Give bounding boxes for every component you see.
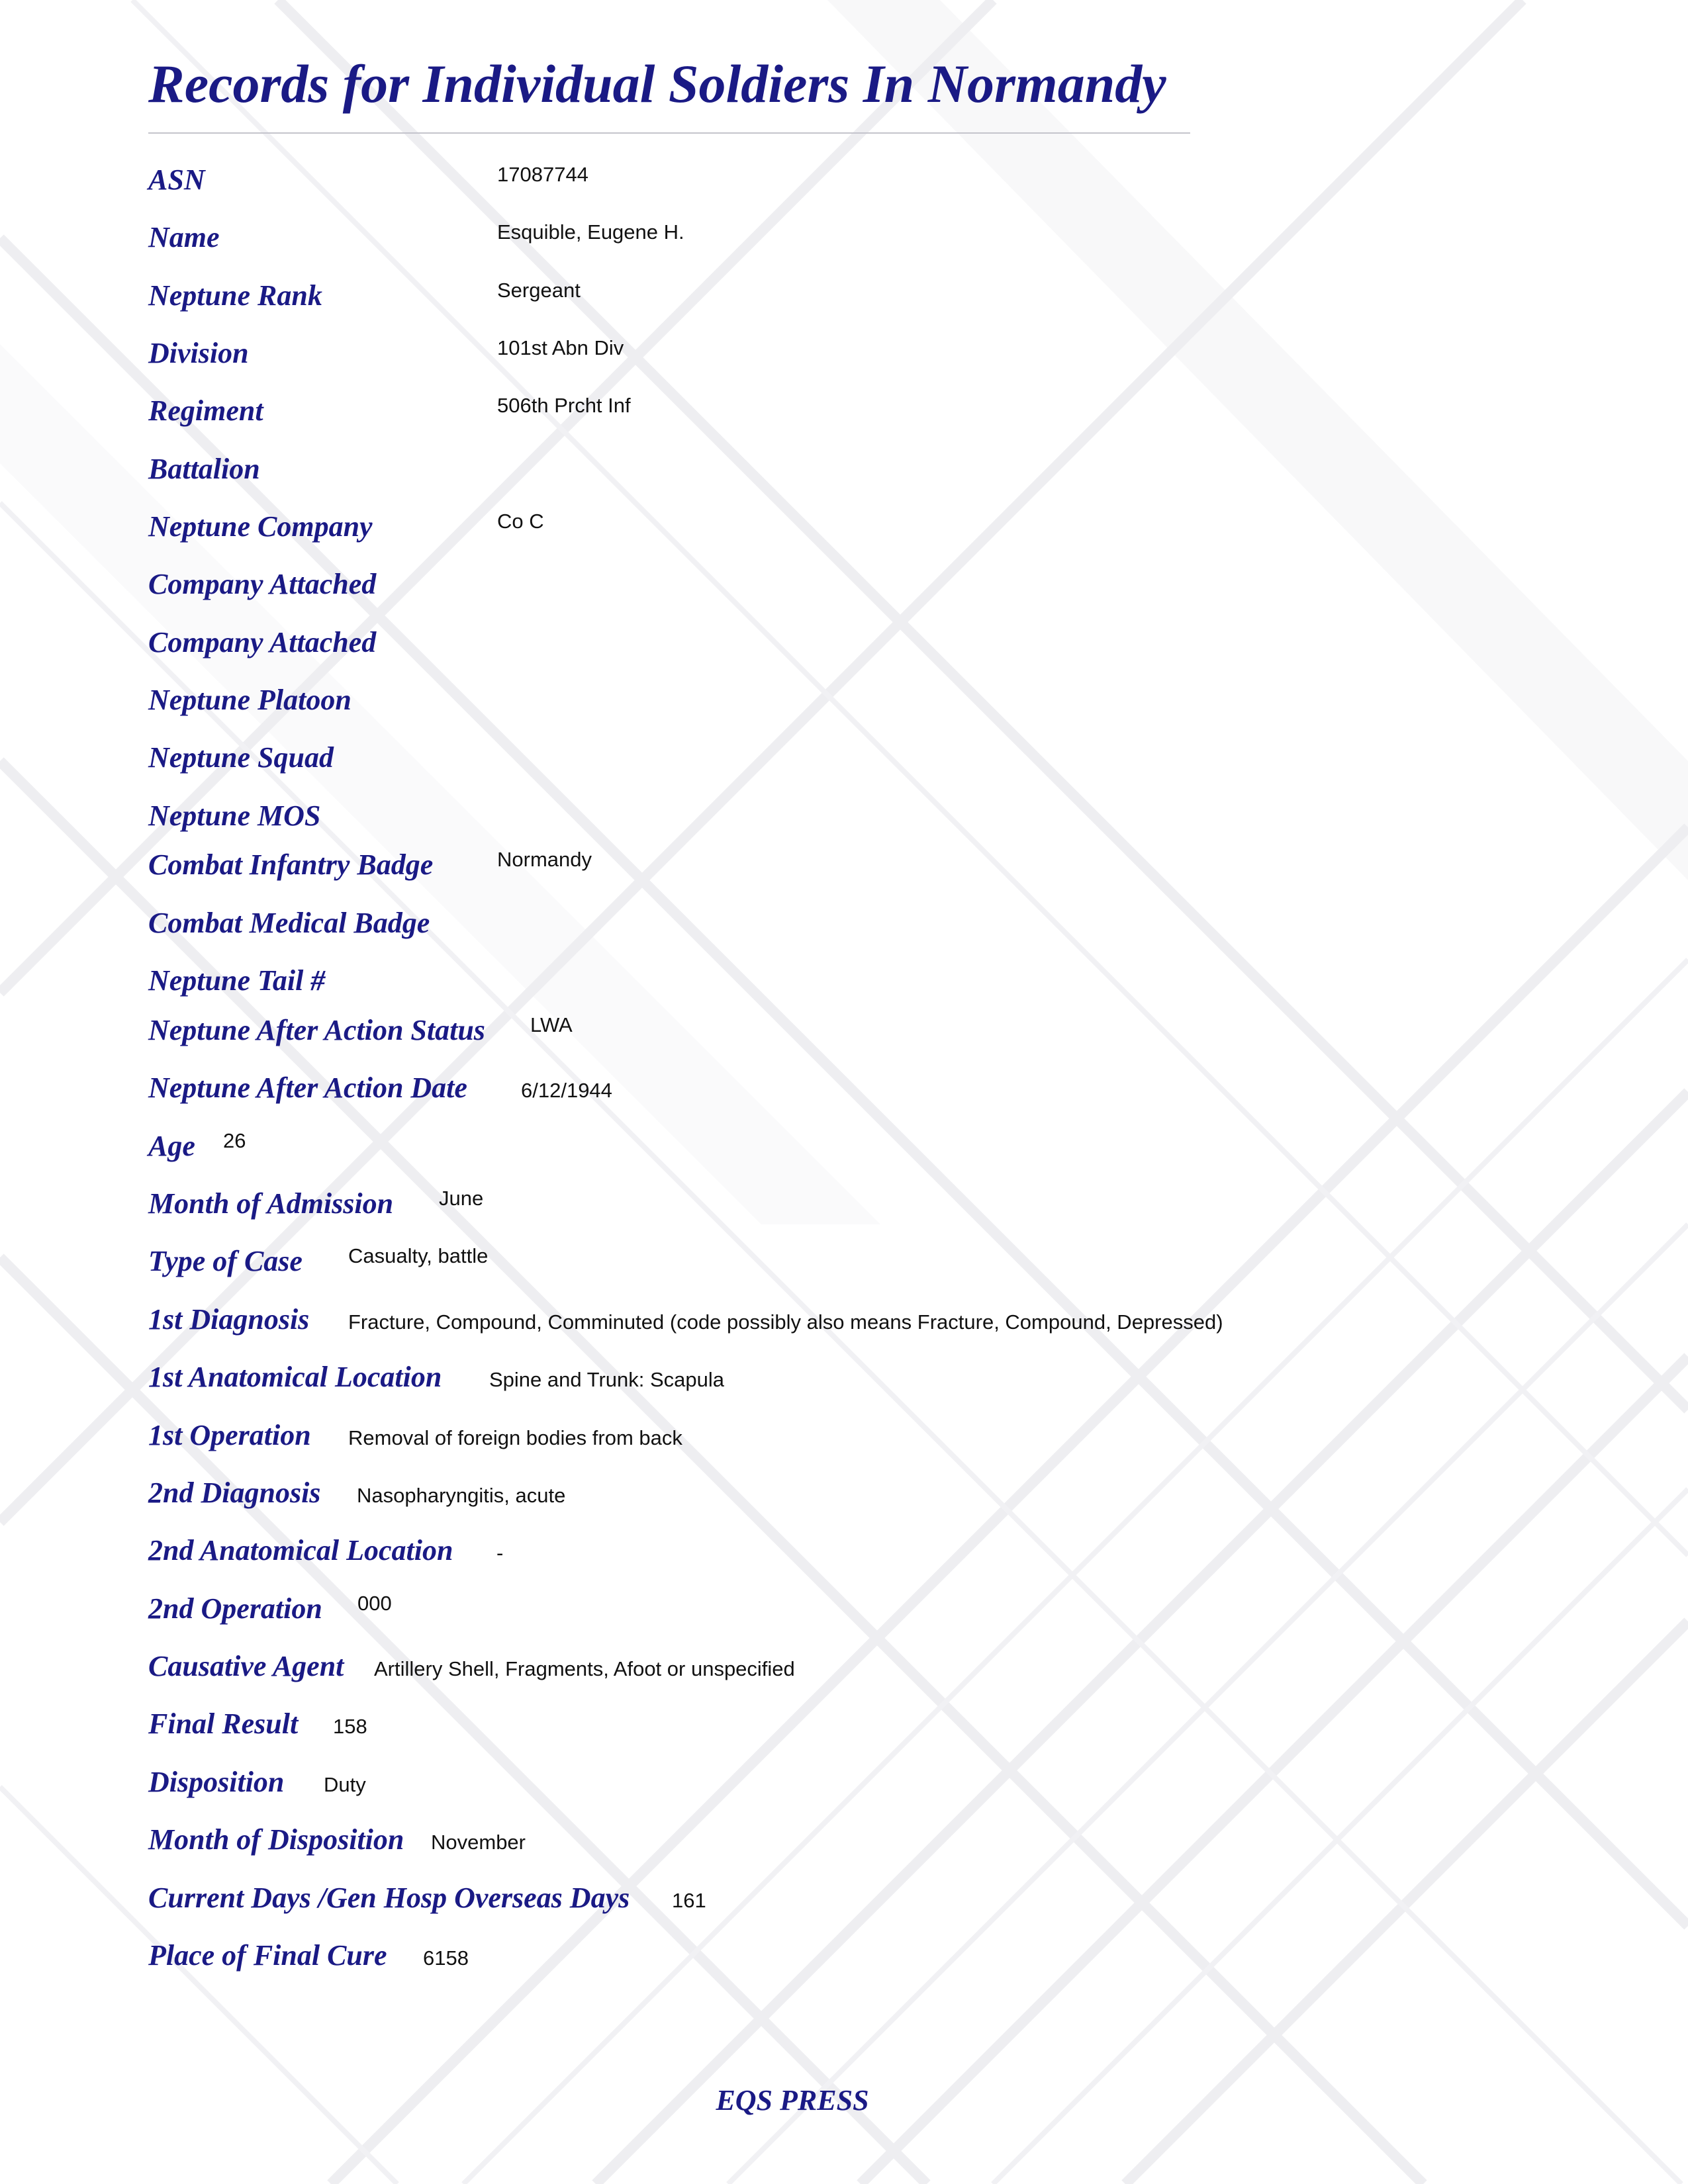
field-value-current-days-overseas: 161: [672, 1889, 706, 1912]
field-label-disposition: Disposition: [148, 1766, 285, 1798]
field-value-1st-diagnosis: Fracture, Compound, Comminuted (code possibly also means Fracture, Compound, Depressed): [348, 1310, 1223, 1334]
field-label-company-attached-1: Company Attached: [148, 568, 377, 600]
field-value-2nd-operation: 000: [357, 1592, 392, 1615]
field-label-month-of-disposition: Month of Disposition: [148, 1823, 404, 1856]
field-value-month-of-disposition: November: [431, 1831, 526, 1854]
field-label-1st-diagnosis: 1st Diagnosis: [148, 1303, 310, 1336]
field-value-neptune-company: Co C: [497, 510, 544, 533]
field-label-company-attached-2: Company Attached: [148, 626, 377, 659]
footer-publisher: EQS PRESS: [716, 2084, 869, 2116]
field-label-1st-anatomical-location: 1st Anatomical Location: [148, 1361, 442, 1393]
field-label-type-of-case: Type of Case: [148, 1245, 303, 1277]
field-label-current-days-overseas: Current Days /Gen Hosp Overseas Days: [148, 1882, 630, 1914]
field-label-causative-agent: Causative Agent: [148, 1650, 344, 1682]
field-label-division: Division: [148, 337, 249, 369]
field-label-battalion: Battalion: [148, 453, 260, 485]
field-label-neptune-platoon: Neptune Platoon: [148, 684, 352, 716]
field-value-1st-anatomical-location: Spine and Trunk: Scapula: [489, 1368, 725, 1391]
field-label-neptune-tail: Neptune Tail #: [148, 964, 326, 997]
page-title: Records for Individual Soldiers In Normandy: [148, 54, 1166, 114]
field-label-asn: ASN: [148, 163, 205, 196]
field-value-causative-agent: Artillery Shell, Fragments, Afoot or unspecified: [374, 1657, 795, 1680]
field-value-disposition: Duty: [324, 1773, 366, 1796]
field-label-2nd-diagnosis: 2nd Diagnosis: [148, 1477, 321, 1509]
field-value-final-result: 158: [333, 1715, 367, 1738]
field-label-final-result: Final Result: [148, 1707, 299, 1740]
field-value-after-action-status: LWA: [530, 1013, 573, 1036]
field-label-neptune-squad: Neptune Squad: [148, 741, 334, 774]
field-label-neptune-rank: Neptune Rank: [148, 279, 322, 312]
title-divider: [148, 132, 1190, 134]
field-value-2nd-anatomical-location: -: [496, 1541, 504, 1565]
field-label-after-action-date: Neptune After Action Date: [148, 1071, 467, 1104]
field-label-2nd-anatomical-location: 2nd Anatomical Location: [148, 1534, 453, 1567]
field-label-age: Age: [148, 1130, 195, 1162]
field-label-month-of-admission: Month of Admission: [148, 1187, 394, 1220]
field-value-combat-infantry-badge: Normandy: [497, 848, 592, 871]
field-value-age: 26: [223, 1129, 246, 1152]
field-value-place-of-final-cure: 6158: [423, 1946, 469, 1970]
field-label-neptune-mos: Neptune MOS: [148, 799, 321, 832]
field-label-regiment: Regiment: [148, 394, 263, 427]
field-value-name: Esquible, Eugene H.: [497, 220, 684, 244]
field-label-2nd-operation: 2nd Operation: [148, 1592, 322, 1625]
field-value-month-of-admission: June: [439, 1187, 484, 1210]
field-label-neptune-company: Neptune Company: [148, 510, 373, 543]
field-label-name: Name: [148, 221, 220, 253]
field-value-neptune-rank: Sergeant: [497, 279, 581, 302]
field-label-combat-infantry-badge: Combat Infantry Badge: [148, 848, 434, 881]
field-value-division: 101st Abn Div: [497, 336, 624, 359]
field-value-1st-operation: Removal of foreign bodies from back: [348, 1426, 682, 1449]
field-label-combat-medical-badge: Combat Medical Badge: [148, 907, 430, 939]
field-value-after-action-date: 6/12/1944: [521, 1079, 612, 1102]
field-value-asn: 17087744: [497, 163, 588, 186]
field-value-2nd-diagnosis: Nasopharyngitis, acute: [357, 1484, 566, 1507]
field-label-1st-operation: 1st Operation: [148, 1419, 311, 1451]
field-label-place-of-final-cure: Place of Final Cure: [148, 1939, 387, 1972]
field-label-after-action-status: Neptune After Action Status: [148, 1014, 485, 1046]
field-value-type-of-case: Casualty, battle: [348, 1244, 489, 1267]
field-value-regiment: 506th Prcht Inf: [497, 394, 631, 417]
